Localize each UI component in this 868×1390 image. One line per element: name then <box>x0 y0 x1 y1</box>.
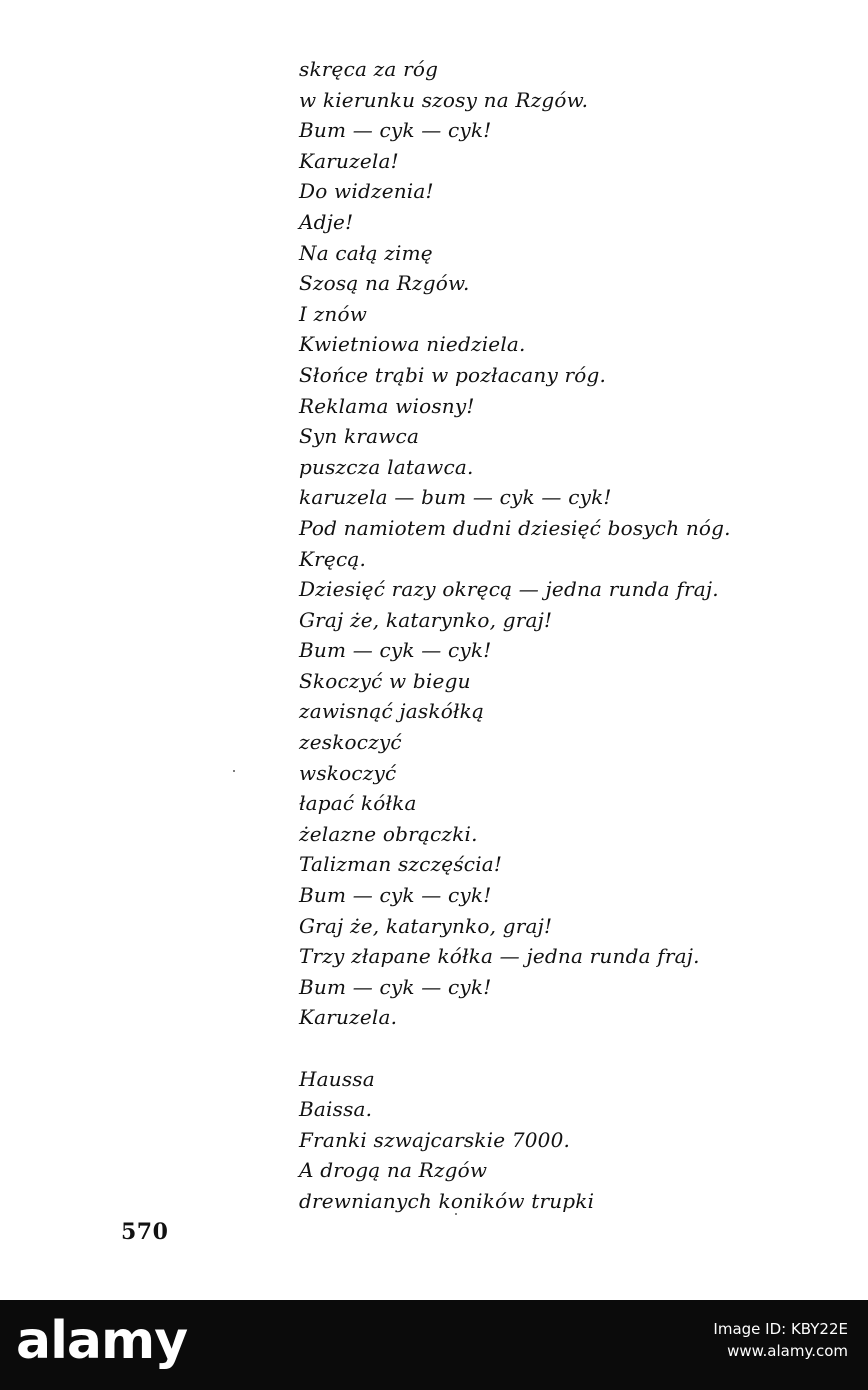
poem-line: żelazne obrączki. <box>299 821 478 846</box>
page-number: 570 <box>121 1219 169 1245</box>
poem-line: Słońce trąbi w pozłacany róg. <box>299 362 607 387</box>
poem-line: Talizman szczęścia! <box>299 852 503 877</box>
poem-line: Do widzenia! <box>299 179 434 204</box>
poem-line: Szosą na Rzgów. <box>299 271 470 296</box>
poem-line: Bum — cyk — cyk! <box>299 974 492 999</box>
watermark-meta <box>713 1318 848 1362</box>
poem-line: Pod namiotem dudni dziesięć bosych nóg. <box>299 515 731 540</box>
poem-line: Haussa <box>299 1066 375 1091</box>
poem-line: skręca za róg <box>299 57 439 81</box>
poem-line: Adje! <box>299 209 354 234</box>
poem-line: Skoczyć w biegu <box>299 668 471 693</box>
poem-line: A drogą na Rzgów <box>299 1158 488 1183</box>
poem-line: Graj że, katarynko, graj! <box>299 607 553 632</box>
poem-line: Bum — cyk — cyk! <box>299 883 492 908</box>
poem-line: łapać kółka <box>299 791 417 816</box>
stanza-break <box>299 1033 731 1064</box>
poem-text <box>299 54 731 1217</box>
poem-line: Na całą zimę <box>299 240 433 265</box>
poem-line: Graj że, katarynko, graj! <box>299 913 553 938</box>
image-id-label: Image ID: KBY22E <box>713 1320 848 1338</box>
poem-line: karuzela — bum — cyk — cyk! <box>299 485 612 510</box>
poem-line: w kierunku szosy na Rzgów. <box>299 87 589 112</box>
print-speck <box>233 770 235 772</box>
poem-line: Reklama wiosny! <box>299 393 475 418</box>
watermark-logo: alamy <box>16 1311 188 1371</box>
poem-line: Kwietniowa niedziela. <box>299 332 526 357</box>
poem-line: Karuzela. <box>299 1005 398 1030</box>
poem-line: Bum — cyk — cyk! <box>299 118 492 143</box>
poem-line: Dziesięć razy okręcą — jedna runda fraj. <box>299 577 719 602</box>
poem-line: wskoczyć <box>299 760 397 785</box>
poem-line: drewnianych koników trupki <box>299 1188 595 1213</box>
poem-line: I znów <box>299 301 368 326</box>
poem-line: Trzy złapane kółka — jedna runda fraj. <box>299 944 700 969</box>
poem-line: puszcza latawca. <box>299 454 474 479</box>
poem-line: Karuzela! <box>299 148 399 173</box>
poem-line: Kręcą. <box>299 546 367 571</box>
print-speck <box>455 1213 457 1215</box>
poem-line: Franki szwajcarskie 7000. <box>299 1127 571 1152</box>
poem-line: Bum — cyk — cyk! <box>299 638 492 663</box>
poem-line: zeskoczyć <box>299 730 402 755</box>
poem-line: zawisnąć jaskółką <box>299 699 485 724</box>
site-url-label: www.alamy.com <box>727 1342 848 1360</box>
poem-line: Baissa. <box>299 1097 373 1122</box>
poem-line: Syn krawca <box>299 424 420 449</box>
